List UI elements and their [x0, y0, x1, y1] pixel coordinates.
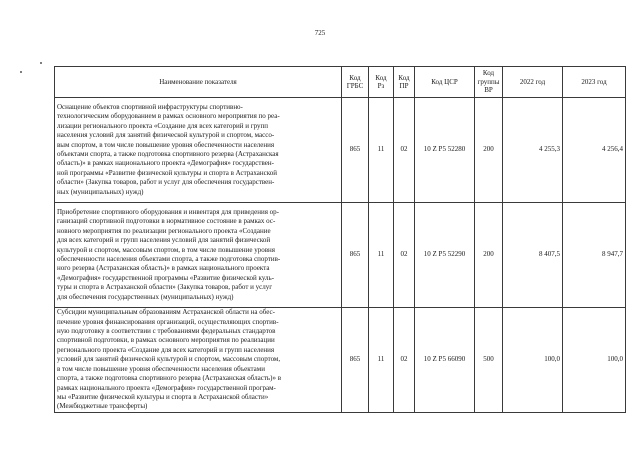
header-grbs-line: ГРБС	[346, 82, 364, 90]
csr-cell: 10 Z P5 66090	[415, 308, 475, 413]
header-2022: 2022 год	[503, 67, 563, 98]
indicator-text-line: вым спортом, в том числе повышение уровня обеспеченности населения	[57, 140, 275, 149]
csr-cell: 10 Z P5 52280	[415, 98, 475, 203]
header-rz	[369, 67, 394, 98]
header-csr: Код ЦСР	[415, 67, 475, 98]
vr-cell: 200	[475, 203, 503, 308]
indicator-name-cell	[55, 98, 342, 203]
header-2023: 2023 год	[563, 67, 626, 98]
indicator-text-line: ных (муниципальных) нужд)	[57, 187, 144, 196]
indicator-text-line: регионального проекта «Создание для всех категорий и групп населения	[57, 345, 275, 354]
page-number: 725	[314, 29, 326, 37]
header-vr-line: Код	[482, 69, 495, 78]
indicator-text-line: лизации регионального проекта «Создание для всех категорий и групп	[57, 121, 269, 130]
indicator-text-line: культурой и спортом, массовым спортом, в том числе повышение уровня	[57, 245, 275, 254]
rz-cell: 11	[369, 308, 394, 413]
indicator-text-line: печение уровня финансирования организаций, осуществляющих спортив-	[57, 317, 279, 326]
indicator-text-line: новного мероприятия по реализации регионального проекта «Создание	[57, 226, 271, 235]
header-name: Наименование показателя	[55, 67, 342, 98]
amount-2022-cell: 100,0	[503, 308, 563, 413]
amount-2023-cell: 8 947,7	[563, 203, 626, 308]
header-pr-line: Код	[398, 73, 410, 82]
amount-2023-cell: 4 256,4	[563, 98, 626, 203]
header-grbs-line: Код	[349, 73, 361, 82]
csr-cell: 10 Z P5 52290	[415, 203, 475, 308]
indicator-text-line: ной программы «Развитие физической культуры и спорта в Астраханской	[57, 168, 278, 177]
indicator-text-line: ного резерва (Астраханская область)» в рамках национального проекта	[57, 264, 270, 273]
indicator-text-line: (Межбюджетные трансферты)	[57, 402, 148, 411]
header-pr-line: ПР	[399, 82, 409, 90]
pr-cell: 02	[394, 98, 415, 203]
indicator-text-line: спортивной подготовки, в рамках основного мероприятия по реализации	[57, 336, 275, 345]
table-header-row	[55, 67, 626, 98]
header-grbs	[342, 67, 369, 98]
indicator-text-line: для обеспечения государственных (муниципальных) нужд)	[57, 292, 234, 301]
rz-cell: 11	[369, 203, 394, 308]
indicator-text-line: ную подготовку в соответствии с требованиями федеральных стандартов	[57, 327, 276, 336]
pr-cell: 02	[394, 308, 415, 413]
amount-2022-cell: 8 407,5	[503, 203, 563, 308]
amount-2022-cell: 4 255,3	[503, 98, 563, 203]
table-row	[55, 98, 626, 203]
indicator-text-line: мы «Развитие физической культуры и спорта в Астраханской области»	[57, 392, 269, 401]
indicator-name-cell	[55, 203, 342, 308]
pr-cell: 02	[394, 203, 415, 308]
indicator-text-line: ганизаций спортивной подготовки в нормативное состояние в рамках ос-	[57, 217, 276, 226]
header-vr-line: ВР	[484, 86, 493, 95]
indicator-name-cell	[55, 308, 342, 413]
indicator-text-line: в том числе повышение уровня обеспеченности населения объектами	[57, 364, 265, 373]
grbs-cell: 865	[342, 98, 369, 203]
vr-cell: 500	[475, 308, 503, 413]
rz-cell: 11	[369, 98, 394, 203]
indicator-text-line: Субсидии муниципальным образованиям Астраханской области на обес-	[57, 308, 275, 317]
indicator-text-line: для всех категорий и групп населения условий для занятий физической	[57, 236, 271, 245]
vr-cell: 200	[475, 98, 503, 203]
amount-2023-cell: 100,0	[563, 308, 626, 413]
header-rz-line: Рз	[377, 82, 385, 90]
indicator-text-line: спорта, а также подготовка спортивного резерва (Астраханская область)» в	[57, 374, 281, 383]
indicator-text-line: область)» в рамках национального проекта «Демография» государствен-	[57, 159, 274, 168]
indicator-text-line: населения условий для занятий физической культурой и спортом, массо-	[57, 131, 275, 140]
budget-table	[54, 66, 626, 413]
header-vr	[475, 67, 503, 98]
indicator-text-line: Приобретение спортивного оборудования и инвентаря для приведения ор-	[57, 207, 280, 216]
indicator-text-line: туры и спорта в Астраханской области» (Закупка товаров, работ и услуг	[57, 283, 273, 292]
header-vr-line: группы	[477, 77, 500, 86]
indicator-text-line: Оснащение объектов спортивной инфраструктуры спортивно-	[57, 102, 243, 111]
indicator-text-line: обеспеченности населения объектами спорта, а также подготовка спортив-	[57, 255, 281, 263]
scan-mark	[20, 71, 22, 73]
grbs-cell: 865	[342, 203, 369, 308]
indicator-text-line: области» (Закупка товаров, работ и услуг для обеспечения государствен-	[57, 178, 275, 187]
indicator-text-line: рамках национального проекта «Демография» государственной програм-	[57, 383, 276, 392]
scan-mark	[40, 62, 42, 64]
indicator-text-line: объектами спорта, а также подготовка спортивного резерва (Астраханская	[57, 150, 279, 158]
grbs-cell: 865	[342, 308, 369, 413]
table-row	[55, 203, 626, 308]
table-row	[55, 308, 626, 413]
indicator-text-line: условий для занятий физической культурой и спортом, массовым спортом,	[57, 355, 281, 364]
header-pr	[394, 67, 415, 98]
indicator-text-line: технологическим оборудованием в рамках основного мероприятия по реа-	[57, 112, 280, 121]
indicator-text-line: «Демография» государственной программы «Развитие физической куль-	[57, 273, 275, 282]
header-rz-line: Код	[375, 73, 387, 82]
